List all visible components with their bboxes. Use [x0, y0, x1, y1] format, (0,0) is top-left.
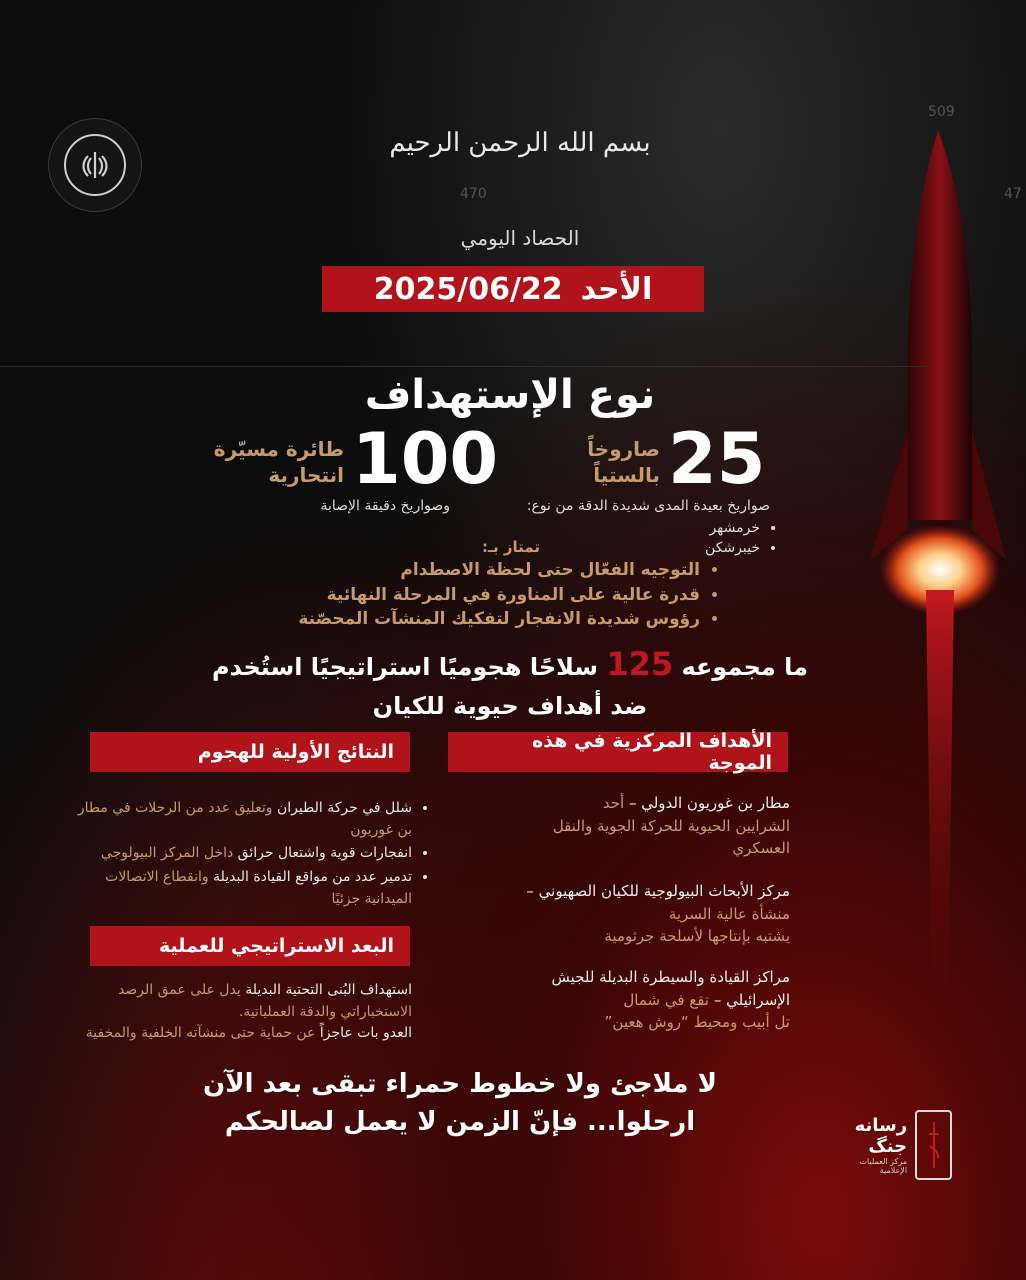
target-highlight: تقع في شمال: [623, 990, 710, 1009]
target-highlight: منشأة عالية السرية: [668, 904, 790, 923]
basmala: بسم الله الرحمن الرحيم: [389, 128, 651, 158]
initial-results-list: [66, 798, 428, 912]
missiles-unit: [560, 436, 660, 488]
target-name: مطار بن غوريون الدولي –: [628, 794, 790, 812]
list-item: استهداف البُنى التحتية البديلة يدل على عمق الرصد الاستخباراتي والدقة العملياتية.: [118, 982, 412, 1020]
summary-line2: ضد أهداف حيوية للكيان: [372, 692, 648, 720]
list-item: العدو بات عاجزاً عن حماية حتى منشآته الخلفية والمخفية: [85, 1025, 412, 1042]
list-item: • خرمشهر: [470, 518, 760, 538]
day-label: الأحد: [580, 271, 653, 307]
emblem: [48, 118, 142, 212]
list-item: • تدمير عدد من مواقع القيادة البديلة وانقطاع الاتصالات الميدانية جزئيًا: [66, 867, 412, 910]
strategic-list: [66, 980, 412, 1045]
list-item: • خيبرشكن: [470, 538, 760, 558]
summary-line1: [200, 640, 820, 688]
targeting-heading: نوع الإستهداف: [364, 372, 656, 418]
logo: [832, 1110, 952, 1180]
summary: [200, 640, 820, 724]
summary-after: سلاحًا هجوميًا استراتيجيًا استُخدم: [212, 653, 598, 681]
drones-unit-line2: انتحارية: [268, 463, 344, 487]
bg-number: 470: [460, 186, 487, 202]
drones-unit-line1: طائرة مسيّرة: [213, 437, 344, 461]
features-title: تمتاز بـ:: [481, 538, 540, 556]
daily-title: الحصاد اليومي: [460, 226, 580, 250]
logo-line2: جنگ: [868, 1136, 908, 1157]
drones-desc: وصواريخ دقيقة الإصابة: [320, 498, 450, 514]
closing-line2: ارحلوا... فإنّ الزمن لا يعمل لصالحكم: [224, 1106, 696, 1137]
closing-line1: لا ملاجئ ولا خطوط حمراء تبقى بعد الآن: [203, 1069, 717, 1099]
summary-before: ما مجموعه: [681, 653, 808, 681]
target-item: [500, 792, 790, 860]
target-name: مراكز القيادة والسيطرة البديلة للجيش الإسرائيلي –: [551, 968, 790, 1009]
list-item: • التوجيه الفعّال حتى لحظة الاصطدام: [260, 558, 700, 583]
drones-unit: [212, 436, 344, 488]
target-desc: يشتبه بإنتاجها لأسلحة جرثومية: [604, 927, 790, 945]
target-highlight: أحد: [602, 794, 625, 812]
rocket-trail: [926, 590, 954, 1000]
missiles-desc: صواريخ بعيدة المدى شديدة الدقة من نوع:: [526, 498, 770, 514]
list-item: • شلل في حركة الطيران وتعليق عدد من الرحلات في مطار بن غوريون: [66, 798, 412, 841]
features-list: [260, 558, 716, 632]
date-label: 2025/06/22: [373, 271, 563, 307]
list-item: • انفجارات قوية واشتعال حرائق داخل المركز البيولوجي: [66, 843, 412, 865]
target-desc: تل أبيب ومحيط “روش هعين”: [604, 1013, 790, 1031]
initial-results-title: النتائج الأولية للهجوم: [90, 732, 410, 772]
bg-number: 47: [1004, 186, 1022, 202]
target-desc: الشرايين الحيوية للحركة الجوية والنقل العسكري: [552, 816, 790, 857]
missiles-unit-line2: بالستياً: [593, 463, 660, 487]
target-item: [500, 880, 790, 948]
date-bar: [322, 266, 704, 312]
list-item: • قدرة عالية على المناورة في المرحلة النهائية: [260, 583, 700, 608]
strategic-title: البعد الاستراتيجي للعملية: [90, 926, 410, 966]
central-targets-title: الأهداف المركزية في هذه الموجة: [448, 732, 788, 772]
divider: [0, 366, 930, 367]
rocket-illustration: [830, 100, 1020, 1100]
drones-count: 100: [352, 418, 499, 500]
logo-line3: مركز العمليات الإعلامية: [859, 1157, 908, 1175]
rocket-body: [908, 130, 972, 520]
bg-number: 509: [928, 104, 955, 120]
target-item: [500, 966, 790, 1034]
logo-icon: [915, 1110, 952, 1180]
missiles-unit-line1: صاروخاً: [587, 437, 660, 461]
missiles-count: 25: [668, 418, 766, 500]
closing-statement: [150, 1066, 770, 1141]
summary-number: 125: [606, 645, 674, 683]
logo-line1: رسانه: [854, 1115, 908, 1136]
emblem-icon: [64, 134, 126, 196]
list-item: • رؤوس شديدة الانفجار لتفكيك المنشآت المحصّنة: [260, 607, 700, 632]
target-name: مركز الأبحاث البيولوجية للكيان الصهيوني –: [526, 882, 790, 900]
